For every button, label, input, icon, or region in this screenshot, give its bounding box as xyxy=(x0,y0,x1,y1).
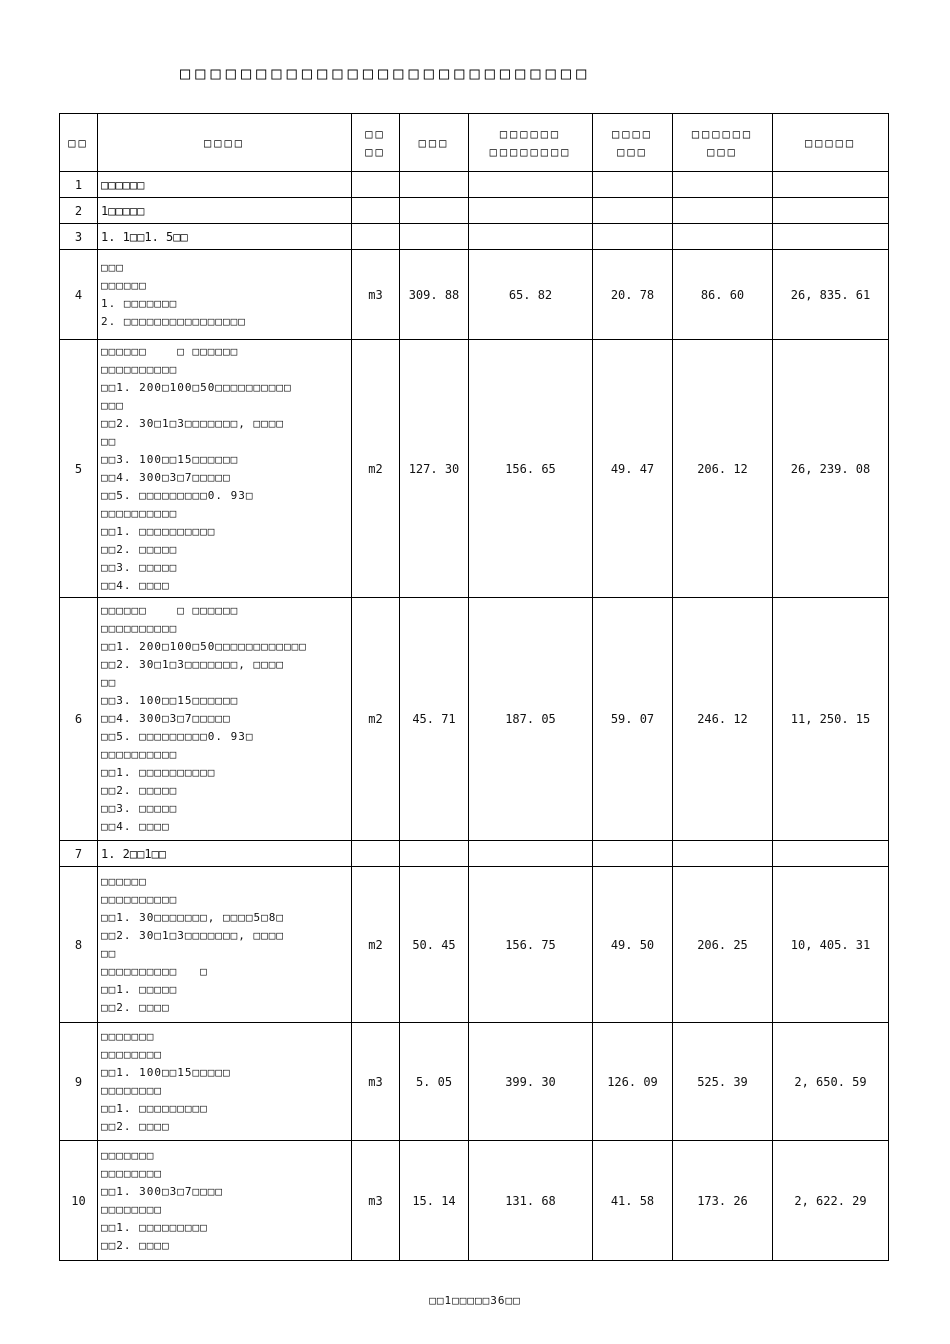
row-number: 3 xyxy=(60,224,98,250)
table-row xyxy=(60,340,889,598)
description-line: 1□□□□□ xyxy=(101,203,145,218)
fee-cell: 49. 47 xyxy=(593,340,673,598)
description-line: □□1. □□□□□□□□□□ xyxy=(101,524,216,538)
row-number: 9 xyxy=(60,1023,98,1141)
unit-price-cell: 187. 05 xyxy=(469,598,593,841)
description-line: □□4. 300□3□7□□□□□ xyxy=(101,712,231,725)
total-unit-price-cell xyxy=(673,198,773,224)
amount-cell: 2, 650. 59 xyxy=(773,1023,889,1141)
item-description xyxy=(98,198,352,224)
description-line: □□□□□□ □ □□□□□□ xyxy=(101,604,239,617)
quantity-cell xyxy=(400,198,469,224)
description-line: 1. □□□□□□□ xyxy=(101,296,178,310)
row-number: 10 xyxy=(60,1141,98,1261)
description-line: □□□□□□□□ xyxy=(101,1202,162,1216)
description-line: □□1. 200□100□50□□□□□□□□□□ xyxy=(101,380,292,394)
description-line: □□4. 300□3□7□□□□□ xyxy=(101,470,231,484)
quantity-cell xyxy=(400,172,469,198)
description-line: □□4. □□□□ xyxy=(101,578,170,592)
description-line: □□ xyxy=(101,946,117,960)
row-number: 7 xyxy=(60,841,98,867)
unit-price-cell: 131. 68 xyxy=(469,1141,593,1261)
description-line: □□2. □□□□□ xyxy=(101,784,178,797)
unit-cell xyxy=(352,224,400,250)
description-line: □□2. □□□□ xyxy=(101,1000,170,1014)
unit-cell: m2 xyxy=(352,867,400,1023)
item-description xyxy=(98,598,352,841)
table-row xyxy=(60,1023,889,1141)
header-price: □□□□□□ □□□□□□□□ xyxy=(469,114,593,172)
row-number: 6 xyxy=(60,598,98,841)
total-unit-price-cell: 206. 12 xyxy=(673,340,773,598)
total-unit-price-cell: 525. 39 xyxy=(673,1023,773,1141)
description-line: □□□ xyxy=(101,260,124,274)
unit-price-cell: 156. 65 xyxy=(469,340,593,598)
table-row xyxy=(60,598,889,841)
row-number: 1 xyxy=(60,172,98,198)
unit-price-cell: 399. 30 xyxy=(469,1023,593,1141)
amount-cell xyxy=(773,224,889,250)
quantity-cell: 50. 45 xyxy=(400,867,469,1023)
description-line: □□□□□□□□□□ xyxy=(101,748,178,761)
total-unit-price-cell xyxy=(673,224,773,250)
unit-cell xyxy=(352,841,400,867)
description-line: □□□□□□□□□□ xyxy=(101,362,178,376)
fee-cell xyxy=(593,198,673,224)
quantity-cell: 309. 88 xyxy=(400,250,469,340)
description-line: □□3. 100□□15□□□□□□ xyxy=(101,694,239,707)
description-line: □□□□□□□□□□ xyxy=(101,622,178,635)
description-line: □□□□□□□□□□ xyxy=(101,892,178,906)
header-total-price: □□□□□□ □□□ xyxy=(673,114,773,172)
item-description xyxy=(98,867,352,1023)
amount-cell xyxy=(773,841,889,867)
description-line: □□5. □□□□□□□□□0. 93□ xyxy=(101,488,254,502)
table-row xyxy=(60,1141,889,1261)
description-line: □□2. □□□□ xyxy=(101,1119,170,1133)
item-description xyxy=(98,1023,352,1141)
description-line: □□□□□□□□ xyxy=(101,1047,162,1061)
header-no: □□ xyxy=(60,114,98,172)
header-amount: □□□□□ xyxy=(773,114,889,172)
quantity-cell: 15. 14 xyxy=(400,1141,469,1261)
amount-cell: 11, 250. 15 xyxy=(773,598,889,841)
description-line: □□□□□□ xyxy=(101,874,147,888)
amount-cell xyxy=(773,198,889,224)
description-line: □□□□□□□□□□ xyxy=(101,506,178,520)
total-unit-price-cell: 206. 25 xyxy=(673,867,773,1023)
total-unit-price-cell: 173. 26 xyxy=(673,1141,773,1261)
total-unit-price-cell xyxy=(673,841,773,867)
unit-price-cell xyxy=(469,172,593,198)
description-line: □□1. □□□□□ xyxy=(101,982,178,996)
description-line: □□2. 30□1□3□□□□□□□, □□□□ xyxy=(101,928,284,942)
description-line: □□□□□□□□ xyxy=(101,1083,162,1097)
amount-cell: 10, 405. 31 xyxy=(773,867,889,1023)
total-unit-price-cell xyxy=(673,172,773,198)
item-description xyxy=(98,1141,352,1261)
fee-cell: 20. 78 xyxy=(593,250,673,340)
description-line: □□2. □□□□ xyxy=(101,1238,170,1252)
description-line: □□1. 300□3□7□□□□ xyxy=(101,1184,223,1198)
quantity-cell: 5. 05 xyxy=(400,1023,469,1141)
fee-cell: 126. 09 xyxy=(593,1023,673,1141)
document-title: □□□□□□□□□□□□□□□□□□□□□□□□□□□ xyxy=(180,64,592,84)
fee-cell xyxy=(593,841,673,867)
description-line: □□□□□□□□ xyxy=(101,1166,162,1180)
amount-cell: 26, 835. 61 xyxy=(773,250,889,340)
bill-of-quantities-table xyxy=(59,113,889,1261)
fee-cell xyxy=(593,172,673,198)
table-header-row xyxy=(60,114,889,172)
table-row xyxy=(60,841,889,867)
description-line: □□2. 30□1□3□□□□□□□, □□□□ xyxy=(101,416,284,430)
description-line: □□□□□□□□□□ □ xyxy=(101,964,208,978)
description-line: □□1. 30□□□□□□□, □□□□5□8□ xyxy=(101,910,284,924)
fee-cell: 49. 50 xyxy=(593,867,673,1023)
unit-price-cell xyxy=(469,224,593,250)
quantity-cell xyxy=(400,224,469,250)
item-description xyxy=(98,340,352,598)
unit-cell: m2 xyxy=(352,340,400,598)
row-number: 8 xyxy=(60,867,98,1023)
unit-cell: m3 xyxy=(352,1141,400,1261)
description-line: □□ xyxy=(101,676,117,689)
header-fee: □□□□ □□□ xyxy=(593,114,673,172)
description-line: □□4. □□□□ xyxy=(101,820,170,833)
description-line: □□□□□□ xyxy=(101,177,145,192)
table-row xyxy=(60,198,889,224)
fee-cell xyxy=(593,224,673,250)
item-description xyxy=(98,250,352,340)
unit-cell: m2 xyxy=(352,598,400,841)
unit-cell: m3 xyxy=(352,250,400,340)
description-line: □□□□□□ □ □□□□□□ xyxy=(101,344,239,358)
table-row xyxy=(60,250,889,340)
description-line: □□2. 30□1□3□□□□□□□, □□□□ xyxy=(101,658,284,671)
quantity-cell xyxy=(400,841,469,867)
item-description xyxy=(98,841,352,867)
description-line: □□1. □□□□□□□□□□ xyxy=(101,766,216,779)
header-name: □□□□ xyxy=(98,114,352,172)
row-number: 2 xyxy=(60,198,98,224)
table-row xyxy=(60,867,889,1023)
table-row xyxy=(60,224,889,250)
fee-cell: 41. 58 xyxy=(593,1141,673,1261)
description-line: □□5. □□□□□□□□□0. 93□ xyxy=(101,730,254,743)
description-line: 2. □□□□□□□□□□□□□□□□ xyxy=(101,314,246,328)
description-line: □□□□□□ xyxy=(101,278,147,292)
unit-price-cell: 156. 75 xyxy=(469,867,593,1023)
total-unit-price-cell: 246. 12 xyxy=(673,598,773,841)
description-line: 1. 1□□1. 5□□ xyxy=(101,229,188,244)
description-line: □□□ xyxy=(101,398,124,412)
description-line: □□ xyxy=(101,434,117,448)
description-line: □□1. 100□□15□□□□□ xyxy=(101,1065,231,1079)
amount-cell: 2, 622. 29 xyxy=(773,1141,889,1261)
description-line: □□2. □□□□□ xyxy=(101,542,178,556)
unit-cell: m3 xyxy=(352,1023,400,1141)
page-footer: □□1□□□□□36□□ xyxy=(429,1294,521,1307)
unit-price-cell xyxy=(469,841,593,867)
quantity-cell: 45. 71 xyxy=(400,598,469,841)
description-line: □□□□□□□ xyxy=(101,1148,155,1162)
unit-price-cell: 65. 82 xyxy=(469,250,593,340)
unit-cell xyxy=(352,198,400,224)
amount-cell: 26, 239. 08 xyxy=(773,340,889,598)
item-description xyxy=(98,172,352,198)
description-line: □□3. 100□□15□□□□□□ xyxy=(101,452,239,466)
header-qty: □□□ xyxy=(400,114,469,172)
description-line: □□1. □□□□□□□□□ xyxy=(101,1220,208,1234)
description-line: □□3. □□□□□ xyxy=(101,560,178,574)
description-line: □□1. 200□100□50□□□□□□□□□□□□ xyxy=(101,640,307,653)
item-description xyxy=(98,224,352,250)
description-line: □□□□□□□ xyxy=(101,1029,155,1043)
header-unit: □□ □□ xyxy=(352,114,400,172)
total-unit-price-cell: 86. 60 xyxy=(673,250,773,340)
amount-cell xyxy=(773,172,889,198)
row-number: 4 xyxy=(60,250,98,340)
description-line: 1. 2□□1□□ xyxy=(101,846,167,861)
row-number: 5 xyxy=(60,340,98,598)
unit-cell xyxy=(352,172,400,198)
description-line: □□1. □□□□□□□□□ xyxy=(101,1101,208,1115)
table-row xyxy=(60,172,889,198)
quantity-cell: 127. 30 xyxy=(400,340,469,598)
description-line: □□3. □□□□□ xyxy=(101,802,178,815)
fee-cell: 59. 07 xyxy=(593,598,673,841)
unit-price-cell xyxy=(469,198,593,224)
